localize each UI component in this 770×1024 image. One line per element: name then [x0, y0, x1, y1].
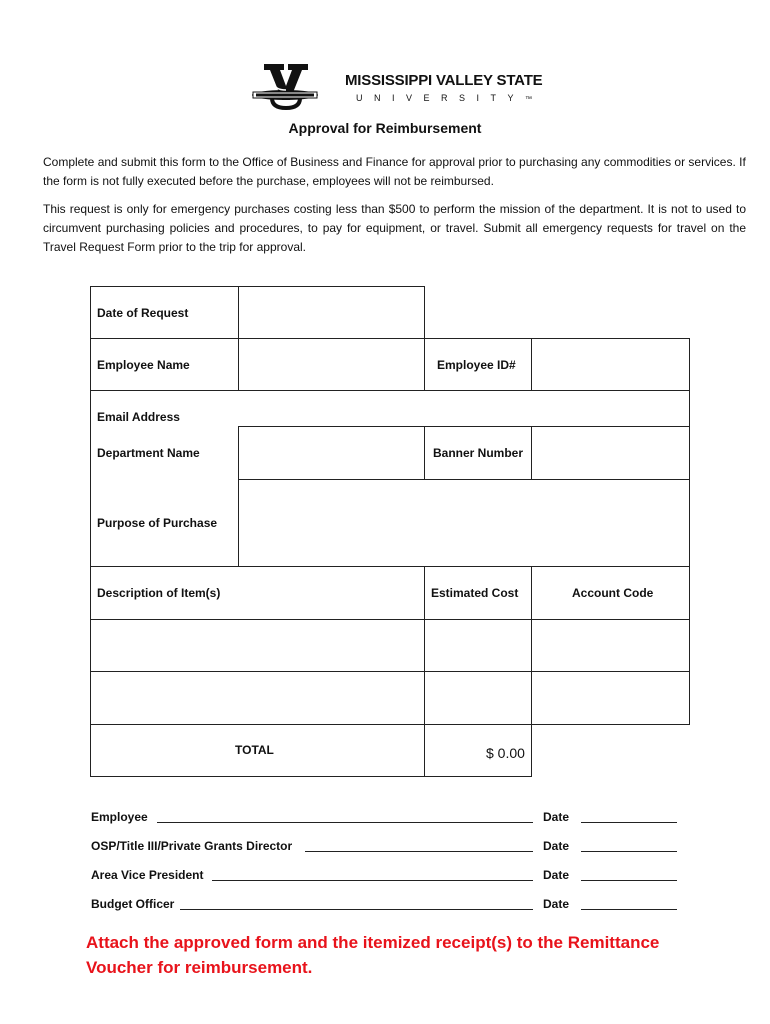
budget-officer-date-label: Date: [543, 897, 570, 911]
email-address-field[interactable]: [239, 391, 689, 426]
employee-id-field[interactable]: [532, 339, 689, 390]
description-of-items-label: Description of Item(s): [97, 586, 221, 600]
attach-receipts-notice: Attach the approved form and the itemized receipt(s) to the Remittance Voucher for reimbursement.: [86, 933, 660, 977]
date-of-request-field[interactable]: [239, 287, 424, 338]
university-logo: [250, 62, 543, 110]
page-title: Approval for Reimbursement: [288, 120, 482, 136]
employee-name-field[interactable]: [239, 339, 424, 390]
logo-university-sub: UNIVERSITY™: [356, 93, 533, 103]
employee-date-line[interactable]: [581, 822, 677, 823]
item-account-field-1[interactable]: [532, 620, 689, 671]
employee-date-label: Date: [543, 810, 570, 824]
department-name-field[interactable]: [239, 427, 424, 479]
budget-officer-signature-label: Budget Officer: [91, 897, 175, 911]
item-description-field-2[interactable]: [91, 672, 424, 724]
avp-signature-line[interactable]: [212, 880, 533, 881]
item-account-field-2[interactable]: [532, 672, 689, 724]
banner-number-label: Banner Number: [433, 446, 524, 460]
estimated-cost-label: Estimated Cost: [431, 586, 519, 600]
banner-number-field[interactable]: [532, 427, 689, 479]
purpose-of-purchase-label: Purpose of Purchase: [97, 516, 218, 530]
avp-date-line[interactable]: [581, 880, 677, 881]
total-label: TOTAL: [235, 743, 274, 757]
avp-signature-label: Area Vice President: [91, 868, 204, 882]
item-cost-field-2[interactable]: [425, 672, 531, 724]
osp-director-date-label: Date: [543, 839, 570, 853]
employee-signature-line[interactable]: [157, 822, 533, 823]
logo-university-name: MISSISSIPPI VALLEY STATE: [345, 72, 543, 89]
avp-date-label: Date: [543, 868, 570, 882]
osp-director-date-line[interactable]: [581, 851, 677, 852]
policy-paragraph: This request is only for emergency purchases costing less than $500 to perform the mission of the department. It is not to used to circumvent purchasing policies and procedures, to pay for equipment, or travel. Submit all emergency requests for travel on the Travel Request Form prior to the trip for approval.: [43, 202, 746, 254]
osp-director-signature-label: OSP/Title III/Private Grants Director: [91, 839, 293, 853]
email-address-label: Email Address: [97, 410, 180, 424]
date-of-request-label: Date of Request: [97, 306, 189, 320]
account-code-label: Account Code: [572, 586, 654, 600]
budget-officer-signature-line[interactable]: [180, 909, 533, 910]
item-cost-field-1[interactable]: [425, 620, 531, 671]
employee-name-label: Employee Name: [97, 358, 190, 372]
mvsu-logo-icon: [250, 62, 320, 110]
purpose-of-purchase-field[interactable]: [239, 480, 689, 566]
osp-director-signature-line[interactable]: [305, 851, 533, 852]
department-name-label: Department Name: [97, 446, 200, 460]
employee-id-label: Employee ID#: [437, 358, 516, 372]
employee-signature-label: Employee: [91, 810, 148, 824]
budget-officer-date-line[interactable]: [581, 909, 677, 910]
total-value: $ 0.00: [486, 745, 525, 761]
instructions-paragraph: Complete and submit this form to the Office of Business and Finance for approval prior to purchasing any commodities or services. If the form is not fully executed before the purchase, employees will not be reimbursed.: [43, 155, 746, 188]
item-description-field-1[interactable]: [91, 620, 424, 671]
